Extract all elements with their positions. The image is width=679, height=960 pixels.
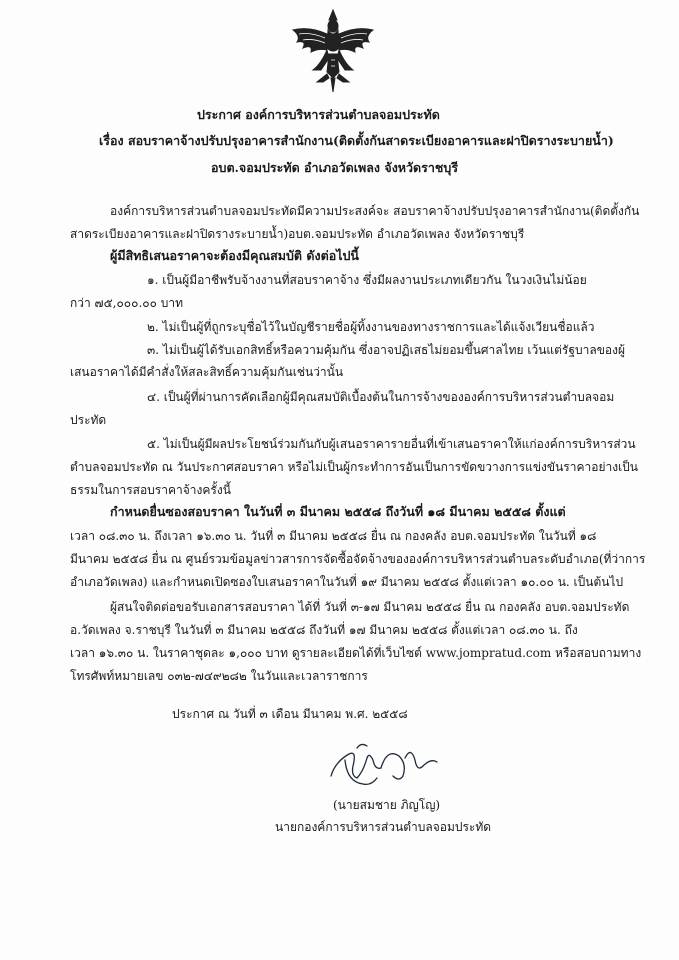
documents-line-2: อ.วัดเพลง จ.ราชบุรี ในวันที่ ๓ มีนาคม ๒๕๕๘ ถึงวันที่ ๑๗ มีนาคม ๒๕๕๘ ตั้งแต่เวลา ๐๘.๓๐ น. ถึง bbox=[70, 623, 578, 637]
qualifications-heading: ผู้มีสิทธิเสนอราคาจะต้องมีคุณสมบัติ ดังต่อไปนี้ bbox=[110, 248, 359, 263]
signatory-name: (นายสมชาย ภิญโญ) bbox=[333, 798, 441, 812]
qualification-1b: กว่า ๗๕,๐๐๐.๐๐ บาท bbox=[70, 296, 183, 310]
subject-line: เรื่อง สอบราคาจ้างปรับปรุงอาคารสำนักงาน(ติดตั้งกันสาดระเบียงอาคารและฝาปิดรางระบายน้ำ) bbox=[99, 133, 614, 148]
documents-line-3: เวลา ๑๖.๓๐ น. ในราคาชุดละ ๑,๐๐๐ บาท ดูรายละเอียดได้ที่เว็บไซต์ www.jompratud.com หรือสอบถามทาง bbox=[70, 646, 642, 660]
qualification-5b: ตำบลจอมประทัด ณ วันประกาศสอบราคา หรือไม่เป็นผู้กระทำการอันเป็นการขัดขวางการแข่งขันราคาอย่างเป็น bbox=[70, 460, 638, 474]
documents-line-1: ผู้สนใจติดต่อขอรับเอกสารสอบราคา ได้ที่ วันที่ ๓-๑๗ มีนาคม ๒๕๕๘ ยื่น ณ กองคลัง อบต.จอมประทัด bbox=[110, 600, 630, 614]
garuda-emblem bbox=[287, 8, 379, 94]
submission-line-4: อำเภอวัดเพลง) และกำหนดเปิดซองใบเสนอราคาในวันที่ ๑๙ มีนาคม ๒๕๕๘ ตั้งแต่เวลา ๑๐.๐๐ น. เป็นต้นไป bbox=[70, 575, 624, 589]
qualification-3b: เสนอราคาได้มีคำสั่งให้สละสิทธิ์ความคุ้มกันเช่นว่านั้น bbox=[70, 365, 344, 379]
submission-line-1: กำหนดยื่นซองสอบราคา ในวันที่ ๓ มีนาคม ๒๕๕๘ ถึงวันที่ ๑๘ มีนาคม ๒๕๕๘ ตั้งแต่ bbox=[110, 504, 566, 519]
qualification-4a: ๔. เป็นผู้ที่ผ่านการคัดเลือกผู้มีคุณสมบัติเบื้องต้นในการจ้างขององค์การบริหารส่วนตำบลจอม bbox=[147, 390, 615, 404]
intro-line-2: สาดระเบียงอาคารและฝาปิดรางระบายน้ำ)อบต.จอมประทัด อำเภอวัดเพลง จังหวัดราชบุรี bbox=[70, 227, 525, 241]
qualification-1a: ๑. เป็นผู้มีอาชีพรับจ้างงานที่สอบราคาจ้าง ซึ่งมีผลงานประเภทเดียวกัน ในวงเงินไม่น้อย bbox=[147, 273, 587, 287]
qualification-5c: ธรรมในการสอบราคาจ้างครั้งนี้ bbox=[70, 483, 231, 497]
submission-line-3: มีนาคม ๒๕๕๘ ยื่น ณ ศูนย์รวมข้อมูลข่าวสารการจัดซื้อจัดจ้างขององค์การบริหารส่วนตำบลระดับอำเภอ(ที่ว่าการ bbox=[70, 552, 646, 566]
qualification-4b: ประทัด bbox=[70, 413, 107, 427]
announcement-heading: ประกาศ องค์การบริหารส่วนตำบลจอมประทัด bbox=[197, 107, 440, 122]
signatory-position: นายกองค์การบริหารส่วนตำบลจอมประทัด bbox=[275, 820, 492, 834]
qualification-3a: ๓. ไม่เป็นผู้ได้รับเอกสิทธิ์หรือความคุ้มกัน ซึ่งอาจปฏิเสธไม่ยอมขึ้นศาลไทย เว้นแต่รัฐบาลของผู้ bbox=[147, 343, 626, 357]
qualification-5a: ๕. ไม่เป็นผู้มีผลประโยชน์ร่วมกันกับผู้เสนอราคารายอื่นที่เข้าเสนอราคาให้แก่องค์การบริหารส่วน bbox=[147, 437, 636, 451]
signature bbox=[327, 736, 447, 794]
qualification-2: ๒. ไม่เป็นผู้ที่ถูกระบุชื่อไว้ในบัญชีรายชื่อผู้ทิ้งงานของทางราชการและได้แจ้งเวียนชื่อแล้ว bbox=[147, 320, 595, 334]
location-line: อบต.จอมประทัด อำเภอวัดเพลง จังหวัดราชบุรี bbox=[211, 160, 459, 175]
submission-line-2: เวลา ๐๘.๓๐ น. ถึงเวลา ๑๖.๓๐ น. วันที่ ๓ มีนาคม ๒๕๕๘ ยื่น ณ กองคลัง อบต.จอมประทัด ในวันที่ ๑๘ bbox=[70, 529, 597, 543]
announcement-date: ประกาศ ณ วันที่ ๓ เดือน มีนาคม พ.ศ. ๒๕๕๘ bbox=[172, 707, 408, 721]
intro-line-1: องค์การบริหารส่วนตำบลจอมประทัดมีความประสงค์จะ สอบราคาจ้างปรับปรุงอาคารสำนักงาน(ติดตั้งกัน bbox=[110, 204, 640, 218]
documents-line-4: โทรศัพท์หมายเลข ๐๓๒-๗๔๙๒๘๒ ในวันและเวลาราชการ bbox=[70, 669, 368, 683]
